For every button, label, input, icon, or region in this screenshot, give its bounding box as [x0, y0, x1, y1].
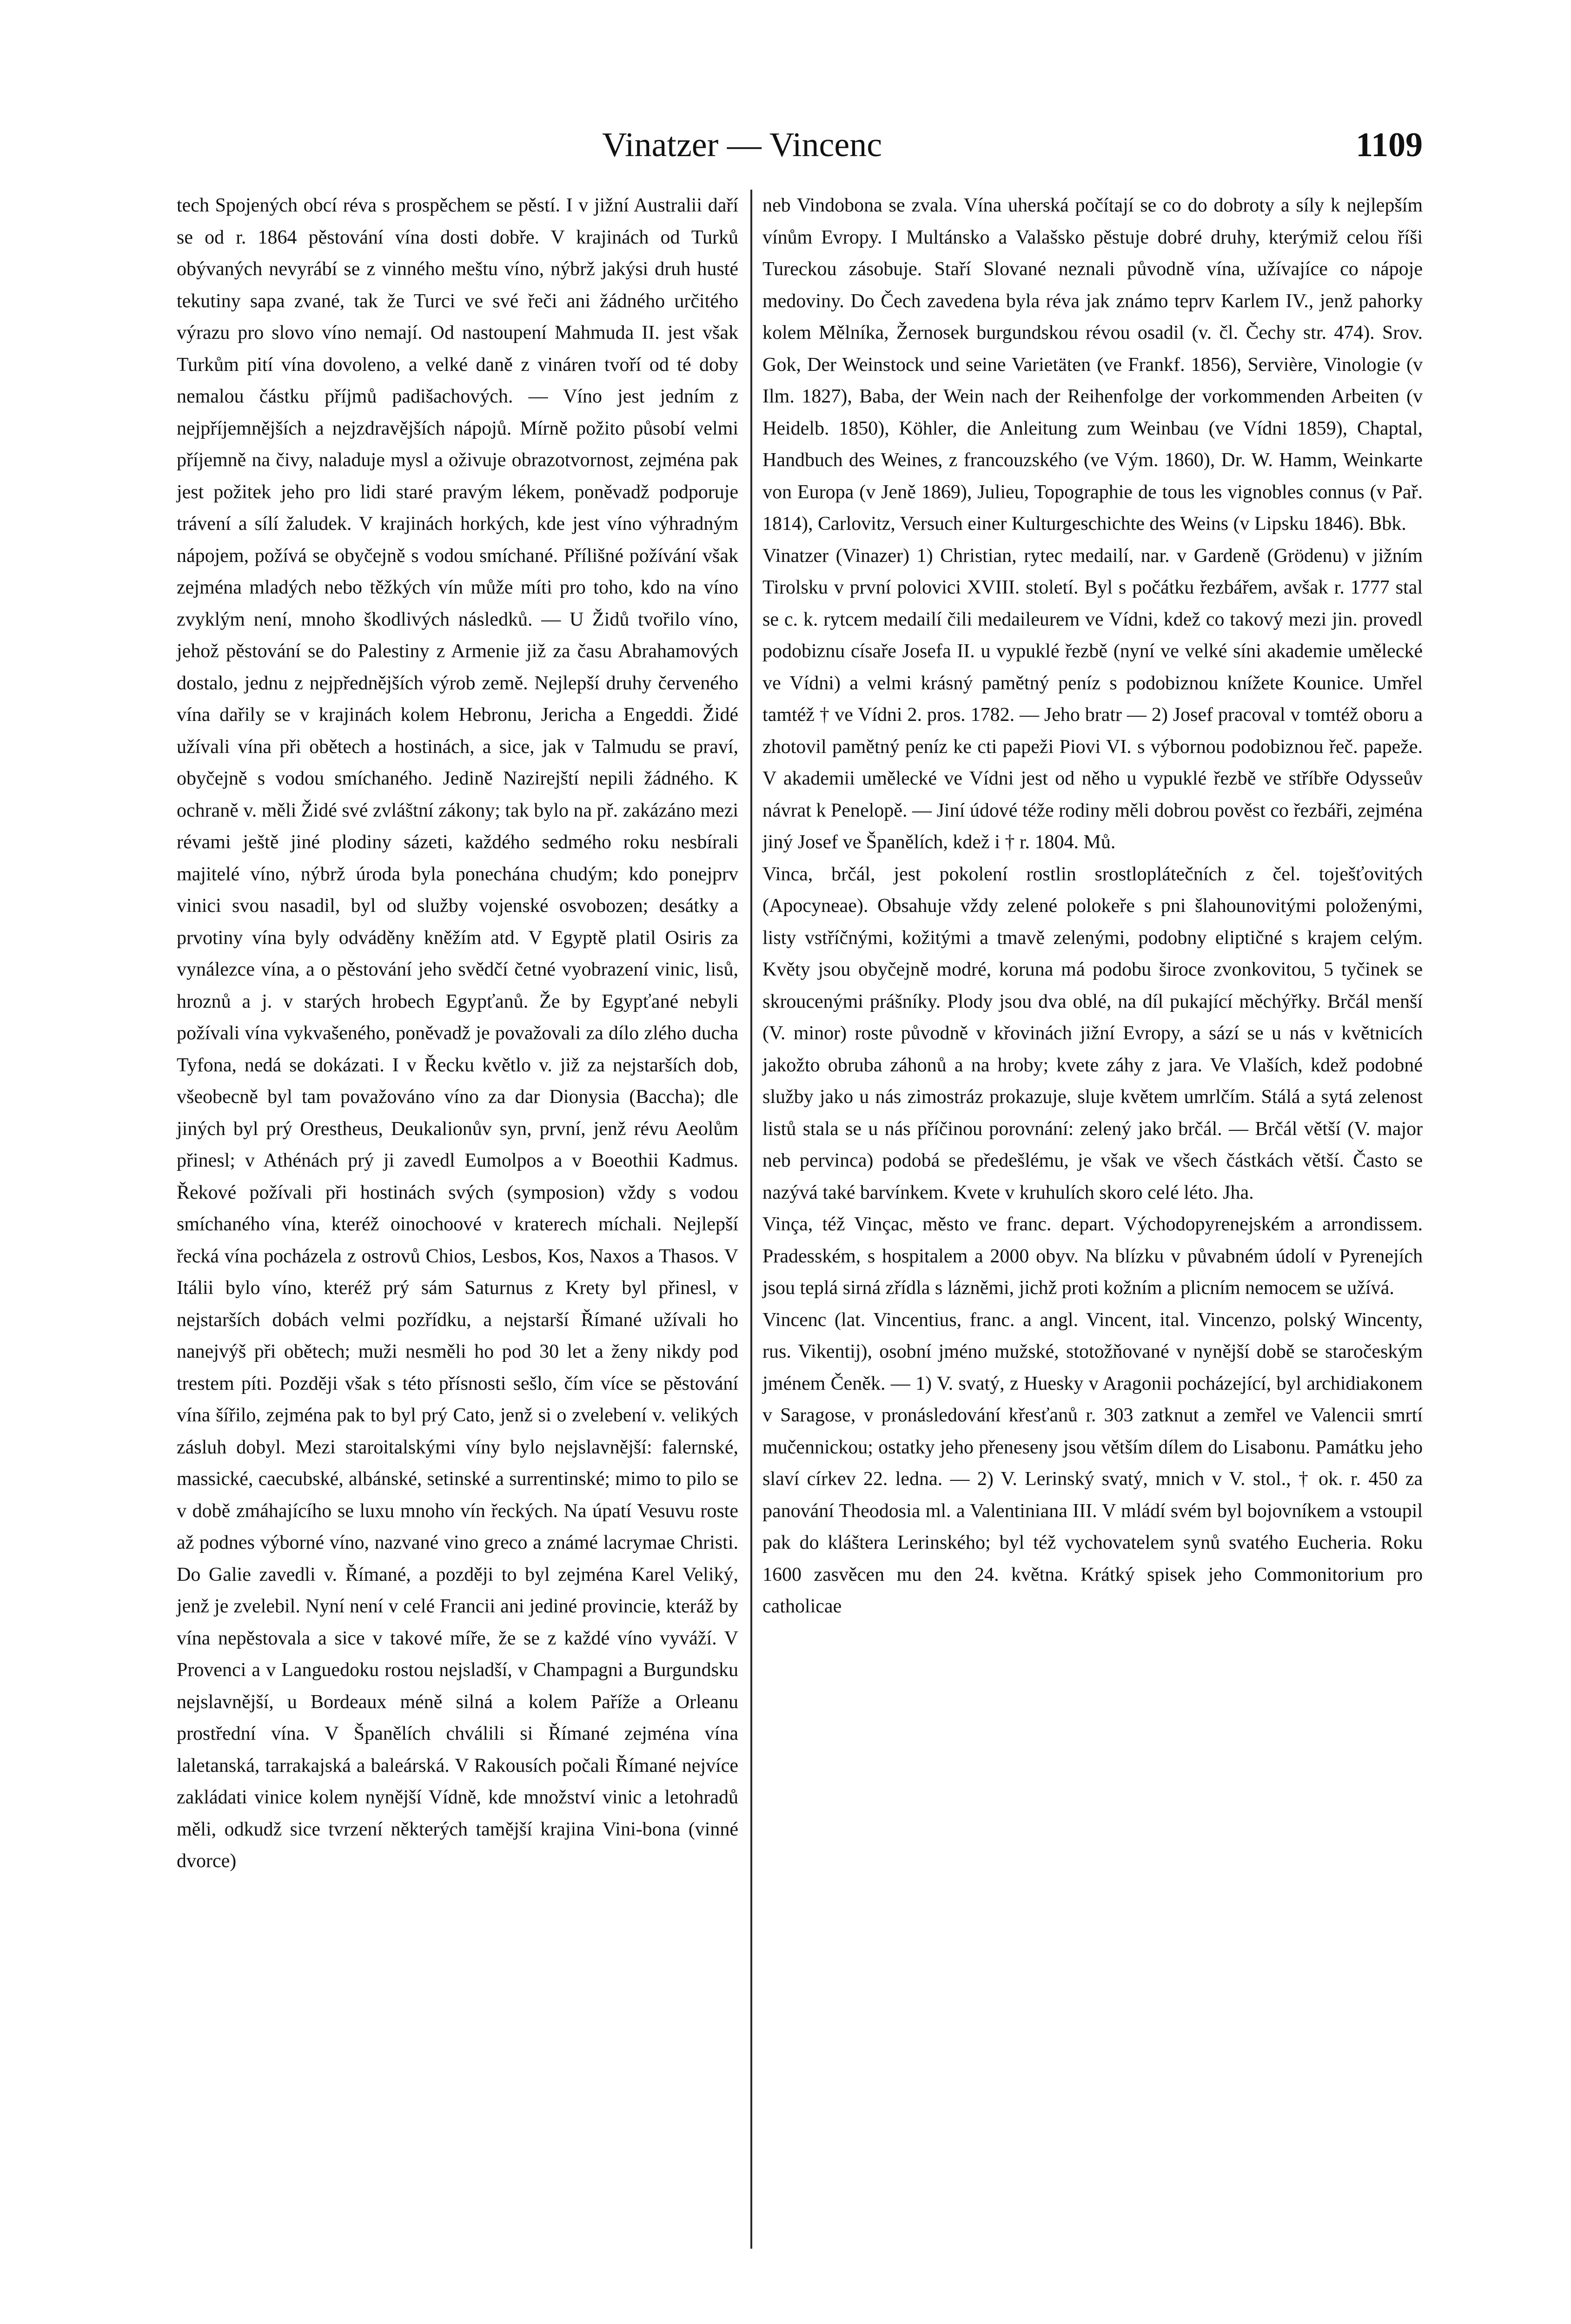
page-number: 1109: [1356, 126, 1423, 164]
right-column: [762, 190, 1423, 1623]
entry-vinca: Vinca, brčál, jest pokolení rostlin srostloplátečních z čel. toješťovitých (Apocyneae). Obsahuje vždy zelené polokeře s pni šlahounovitými položenými, listy vstříčnými, kožitými a tmavě zelenými, podobny eliptičné s krajem celým. Květy jsou obyčejně modré, koruna má podobu široce zvonkovitou, 5 tyčinek se skroucenými prášníky. Plody jsou dva oblé, na díl pukající měchýřky. Brčál menší (V. minor) roste původně v křovinách jižní Evropy, a sází se u nás v květnicích jakožto obruba záhonů a na hroby; kvete záhy z jara. Ve Vlaších, kdež podobné služby jako u nás zimostráz prokazuje, sluje květem umrlčím. Stálá a sytá zelenost listů stala se u nás příčinou porovnání: zelený jako brčál. — Brčál větší (V. major neb pervinca) podobá se předešlému, je však ve všech částkách větší. Často se nazývá také barvínkem. Kvete v kruhulích skoro celé léto. Jha.: [762, 863, 1423, 1203]
left-column: [177, 190, 738, 1877]
left-column-paragraph: tech Spojených obcí réva s prospěchem se pěstí. I v jižní Australii daří se od r. 1864 pěstování vína dosti dobře. V krajinách od Turků obývaných nevyrábí se z vinného meštu víno, nýbrž jakýsi druh husté tekutiny sapa zvané, tak že Turci ve své řeči ani žádného určitého výrazu pro slovo víno nemají. Od nastoupení Mahmuda II. jest však Turkům pití vína dovoleno, a velké daně z vináren tvoří od té doby nemalou částku příjmů padišachových. — Víno jest jedním z nejpříjemnějších a nejzdravějších nápojů. Mírně požito působí velmi příjemně na čivy, naladuje mysl a oživuje obrazotvornost, zejména pak jest požitek jeho pro lidi staré pravým lékem, poněvadž podporuje trávení a sílí žaludek. V krajinách horkých, kde jest víno výhradným nápojem, požívá se obyčejně s vodou smíchané. Přílišné požívání však zejména mladých nebo těžkých vín může míti pro toho, kdo na víno zvyklým není, mnoho škodlivých následků. — U Židů tvořilo víno, jehož pěstování se do Palestiny z Armenie již za času Abrahamových dostalo, jednu z nejpřednějších výrob země. Nejlepší druhy červeného vína dařily se v krajinách kolem Hebronu, Jericha a Engeddi. Židé užívali vína při obětech a hostinách, a sice, jak v Talmudu se praví, obyčejně s vodou smíchaného. Jedině Nazirejští nepili žádného. K ochraně v. měli Židé své zvláštní zákony; tak bylo na př. zakázáno mezi révami ještě jiné plodiny sázeti, každého sedmého roku nesbírali majitelé víno, nýbrž úroda byla ponechána chudým; kdo ponejprv vinici svou nasadil, byl od služby vojenské osvobozen; desátky a prvotiny vína byly odváděny kněžím atd. V Egyptě platil Osiris za vynálezce vína, a o pěstování jeho svědčí četné vyobrazení vinic, lisů, hroznů a j. v starých hrobech Egypťanů. Že by Egypťané nebyli požívali vína vykvašeného, poněvadž je považovali za dílo zlého ducha Tyfona, nedá se dokázati. I v Řecku květlo v. již za nejstarších dob, všeobecně byl tam považováno víno za dar Dionysia (Baccha); dle jiných byl prý Orestheus, Deukalionův syn, první, jenž révu Aeolům přinesl; v Athénách prý ji zavedl Eumolpos a v Boeothii Kadmus. Řekové požívali při hostinách svých (symposion) vždy s vodou smíchaného vína, kteréž oinochoové v kraterech míchali. Nejlepší řecká vína pocházela z ostrovů Chios, Lesbos, Kos, Naxos a Thasos. V Itálii bylo víno, kteréž prý sám Saturnus z Krety byl přinesl, v nejstarších dobách velmi pozřídku, a nejstarší Římané užívali ho nanejvýš při obětech; muži nesměli ho pod 30 let a ženy nikdy pod trestem píti. Později však s této přísnosti sešlo, čím více se pěstování vína šířilo, zejména pak to byl prý Cato, jenž si o zvelebení v. velikých zásluh dobyl. Mezi staroitalskými víny bylo nejslavnější: falernské, massické, caecubské, albánské, setinské a surrentinské; mimo to pilo se v době zmáhajícího se luxu mnoho vín řeckých. Na úpatí Vesuvu roste až podnes výborné víno, nazvané vino greco a známé lacrymae Christi. Do Galie zavedli v. Římané, a později to byl zejména Karel Veliký, jenž je zvelebil. Nyní není v celé Francii ani jediné provincie, kteráž by vína nepěstovala a sice v takové míře, že se z každé víno vyváží. V Provenci a v Languedoku rostou nejsladší, v Champagni a Burgundsku nejslavnější, u Bordeaux méně silná a kolem Paříže a Orleanu prostřední vína. V Španělích chválili si Římané zejména vína laletanská, tarrakajská a baleárská. V Rakousích počali Římané nejvíce zakládati vinice kolem nynější Vídně, kde množství vinic a letohradů měli, odkudž sice tvrzení některých tamější krajina Vini-bona (vinné dvorce): [177, 195, 738, 1872]
entry-vincenc: Vincenc (lat. Vincentius, franc. a angl. Vincent, ital. Vincenzo, polský Wincenty, rus. Vikentij), osobní jméno mužské, stotožňované v nynější době se staročeským jménem Čeněk. — 1) V. svatý, z Huesky v Aragonii pocházející, byl archidiakonem v Saragose, v pronásledování křesťanů r. 303 zatknut a zemřel ve Valencii smrtí mučennickou; ostatky jeho přeneseny jsou větším dílem do Lisabonu. Památku jeho slaví církev 22. ledna. — 2) V. Lerinský svatý, mnich v V. stol., † ok. r. 450 za panování Theodosia ml. a Valentiniana III. V mládí svém byl bojovníkem a vstoupil pak do kláštera Lerinského; byl též vychovatelem synů svatého Eucheria. Roku 1600 zasvěcen mu den 24. května. Krátký spisek jeho Commonitorium pro catholicae: [762, 1309, 1423, 1617]
running-head: Vinatzer — Vincenc: [602, 126, 882, 164]
column-divider: [750, 190, 752, 2249]
entry-vinatzer: Vinatzer (Vinazer) 1) Christian, rytec medailí, nar. v Gardeně (Grödenu) v jižním Tirolsku v první polovici XVIII. století. Byl s počátku řezbářem, avšak r. 1777 stal se c. k. rytcem medailí čili medaileurem ve Vídni, kdež co takový mezi jin. provedl podobiznu císaře Josefa II. u vypuklé řezbě (nyní ve velké síni akademie umělecké ve Vídni) a velmi krásný pamětný peníz s podobiznou knížete Kounice. Umřel tamtéž † ve Vídni 2. pros. 1782. — Jeho bratr — 2) Josef pracoval v tomtéž oboru a zhotovil pamětný peníz ke cti papeži Piovi VI. s výbornou podobiznou řeč. papeže. V akademii umělecké ve Vídni jest od něho u vypuklé řezbě ve stříbře Odysseův návrat k Penelopě. — Jiní údové téže rodiny měli dobrou pověst co řezbáři, zejména jiný Josef ve Španělích, kdež i † r. 1804. Mů.: [762, 545, 1423, 853]
entry-vinca-town: Vinça, též Vinçac, město ve franc. depart. Východopyrenejském a arrondissem. Pradesském, s hospitalem a 2000 obyv. Na blízku v půvabném údolí v Pyrenejích jsou teplá sirná zřídla s lázněmi, jichž proti kožním a plicním nemocem se užívá.: [762, 1214, 1423, 1299]
right-column-paragraph-continuation: neb Vindobona se zvala. Vína uherská počítají se co do dobroty a síly k nejlepším vínům Evropy. I Multánsko a Valašsko pěstuje dobré druhy, kterýmiž celou říši Tureckou zásobuje. Staří Slované neznali původně vína, užívajíce co nápoje medoviny. Do Čech zavedena byla réva jak známo teprv Karlem IV., jenž pahorky kolem Mělníka, Žernosek burgundskou révou osadil (v. čl. Čechy str. 474). Srov. Gok, Der Weinstock und seine Varietäten (ve Frankf. 1856), Servière, Vinologie (v Ilm. 1827), Baba, der Wein nach der Reihenfolge der vorkommenden Arbeiten (v Heidelb. 1850), Köhler, die Anleitung zum Weinbau (ve Vídni 1859), Chaptal, Handbuch des Weines, z francouzského (ve Vým. 1860), Dr. W. Hamm, Weinkarte von Europa (v Jeně 1869), Julieu, Topographie de tous les vignobles connus (v Pař. 1814), Carlovitz, Versuch einer Kulturgeschichte des Weins (v Lipsku 1846). Bbk.: [762, 195, 1423, 535]
page-header: [177, 122, 1423, 178]
